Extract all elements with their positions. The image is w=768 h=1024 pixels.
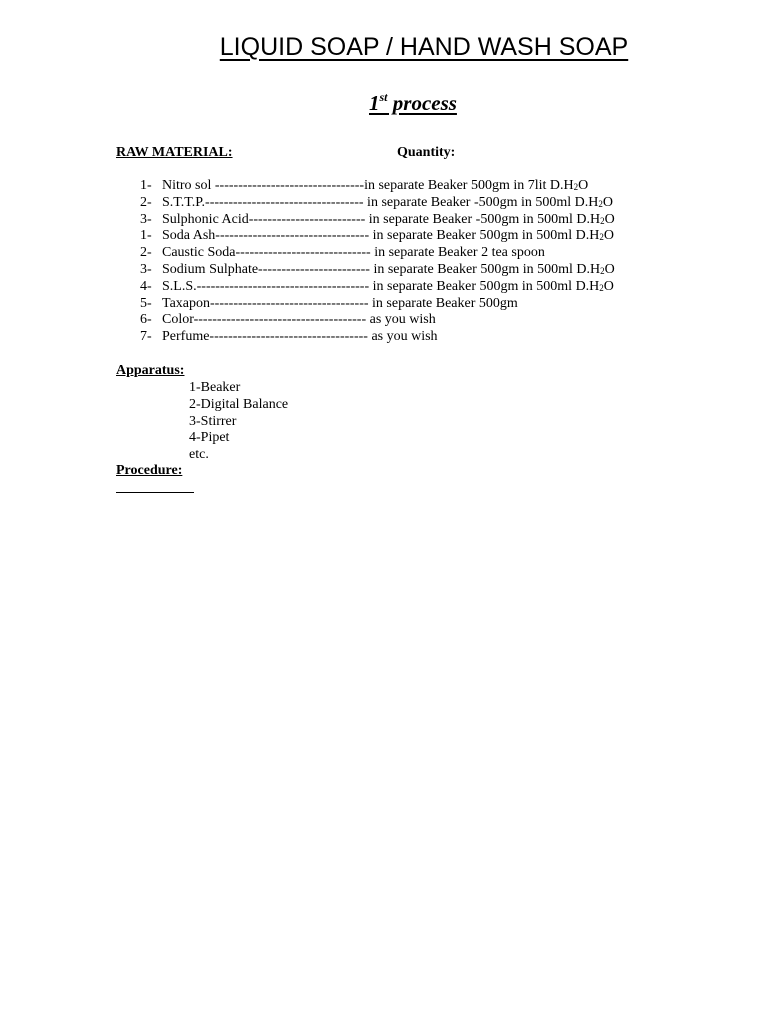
raw-material-number: 2- <box>140 194 152 210</box>
formula-subscript: 2 <box>599 282 604 293</box>
formula-tail: O <box>604 211 615 227</box>
process-ordinal-suffix: st <box>379 90 388 104</box>
formula-subscript: 2 <box>598 198 603 209</box>
raw-material-text: S.L.S.------------------------------------- in separate Beaker 500gm in 500ml D.H <box>162 278 600 294</box>
raw-material-item <box>140 245 615 262</box>
raw-material-number: 6- <box>140 312 152 328</box>
apparatus-list <box>189 380 288 464</box>
formula-subscript: 2 <box>600 215 605 226</box>
raw-material-number: 4- <box>140 278 152 294</box>
procedure-underline-rule <box>116 492 194 493</box>
process-heading <box>369 90 457 116</box>
apparatus-item: 1-Beaker <box>189 380 241 395</box>
apparatus-item: 2-Digital Balance <box>189 396 289 412</box>
raw-material-item <box>140 212 615 229</box>
quantity-heading: Quantity: <box>397 145 456 160</box>
raw-material-item <box>140 279 615 296</box>
raw-material-text: S.T.T.P.---------------------------------- in separate Beaker -500gm in 500ml D.H <box>162 194 599 210</box>
formula-tail: O <box>604 261 615 277</box>
formula-subscript: 2 <box>573 182 579 192</box>
raw-material-text: Caustic Soda----------------------------- in separate Beaker 2 tea spoon <box>162 245 545 261</box>
raw-material-item <box>140 195 615 212</box>
raw-material-number: 7- <box>140 329 152 345</box>
apparatus-item: etc. <box>189 447 209 463</box>
raw-material-list <box>140 178 615 346</box>
raw-material-item <box>140 296 615 313</box>
apparatus-item: 4-Pipet <box>189 430 230 446</box>
raw-material-text: Taxapon---------------------------------- in separate Beaker 500gm <box>162 295 518 311</box>
raw-material-item <box>140 262 615 279</box>
process-word: process <box>387 91 457 115</box>
raw-material-number: 5- <box>140 295 152 311</box>
raw-material-item <box>140 228 615 245</box>
raw-material-number: 1- <box>140 178 152 193</box>
raw-material-heading: RAW MATERIAL: <box>116 145 233 160</box>
formula-subscript: 2 <box>600 265 605 276</box>
raw-material-item <box>140 312 615 329</box>
formula-tail: O <box>602 194 614 210</box>
raw-material-text: Soda Ash--------------------------------- in separate Beaker 500gm in 500ml D.H <box>162 228 600 244</box>
apparatus-heading: Apparatus: <box>116 363 185 378</box>
raw-material-number: 3- <box>140 211 152 227</box>
raw-material-number: 1- <box>140 228 152 244</box>
raw-material-text: Perfume---------------------------------- as you wish <box>162 329 438 345</box>
formula-tail: O <box>578 178 589 193</box>
raw-material-text: Color------------------------------------- as you wish <box>162 312 436 328</box>
process-number: 1 <box>369 91 380 115</box>
apparatus-item: 3-Stirrer <box>189 413 237 429</box>
formula-tail: O <box>603 278 614 294</box>
procedure-heading: Procedure: <box>116 463 183 478</box>
raw-material-item <box>140 329 615 346</box>
raw-material-item <box>140 178 615 195</box>
raw-material-number: 3- <box>140 261 152 277</box>
formula-subscript: 2 <box>599 232 604 243</box>
document-title: LIQUID SOAP / HAND WASH SOAP <box>219 33 629 61</box>
raw-material-text: Sulphonic Acid------------------------- in separate Beaker -500gm in 500ml D.H <box>162 211 601 227</box>
raw-material-text: Sodium Sulphate------------------------ in separate Beaker 500gm in 500ml D.H <box>162 261 601 277</box>
raw-material-text: Nitro sol --------------------------------in separate Beaker 500gm in 7lit D.H <box>162 178 574 193</box>
raw-material-number: 2- <box>140 245 152 261</box>
formula-tail: O <box>603 228 614 244</box>
